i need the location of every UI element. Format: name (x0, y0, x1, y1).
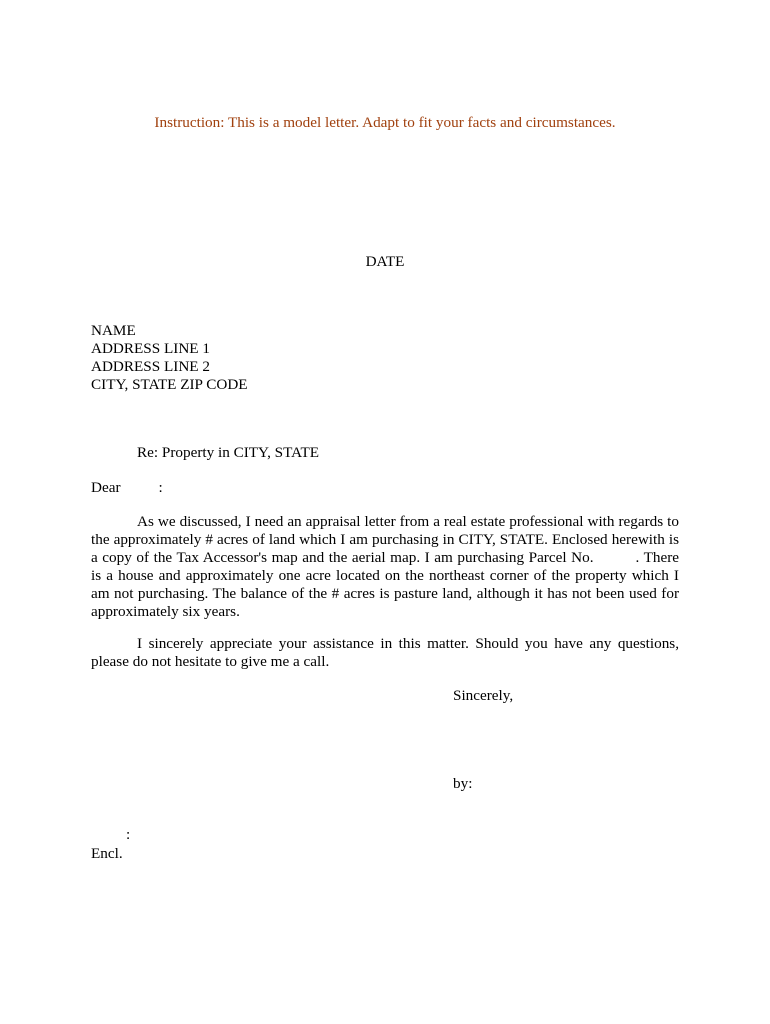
salutation (91, 479, 163, 497)
closing-sincerely: Sincerely, (453, 687, 514, 704)
signature-by-line: by: (453, 775, 473, 792)
subject-re-line: Re: Property in CITY, STATE (137, 444, 320, 461)
body-paragraph-1-part-1: As we discussed, I need an appraisal letter from a real estate professional with regards to the approximately # acres of land which I am purchasing in CITY, STATE. Enclosed herewith is a copy of the Tax Accessor's map and the aerial map. I am purchasing Parcel No. (91, 513, 679, 566)
recipient-address-line-1: ADDRESS LINE 1 (91, 340, 210, 357)
recipient-address-block (91, 322, 248, 394)
enclosure-label: Encl. (91, 845, 123, 862)
recipient-address-line-2: ADDRESS LINE 2 (91, 358, 210, 375)
letter-date: DATE (365, 253, 405, 270)
recipient-name: NAME (91, 322, 136, 339)
enclosure-colon: : (126, 826, 131, 843)
salutation-word: Dear (91, 479, 121, 496)
body-paragraph-1 (91, 513, 679, 621)
body-paragraph-1-part-2: . There is a house and approximately one acre located on the northeast corner of the property which I am not purchasing. The balance of the # acres is pasture land, although it has not been used for approximately six years. (91, 549, 679, 620)
salutation-colon: : (158, 479, 163, 496)
recipient-city-state-zip: CITY, STATE ZIP CODE (91, 376, 248, 393)
instruction-note: Instruction: This is a model letter. Adapt to fit your facts and circumstances. (154, 114, 616, 131)
body-paragraph-2: I sincerely appreciate your assistance in this matter. Should you have any questions, please do not hesitate to give me a call. (91, 635, 679, 670)
